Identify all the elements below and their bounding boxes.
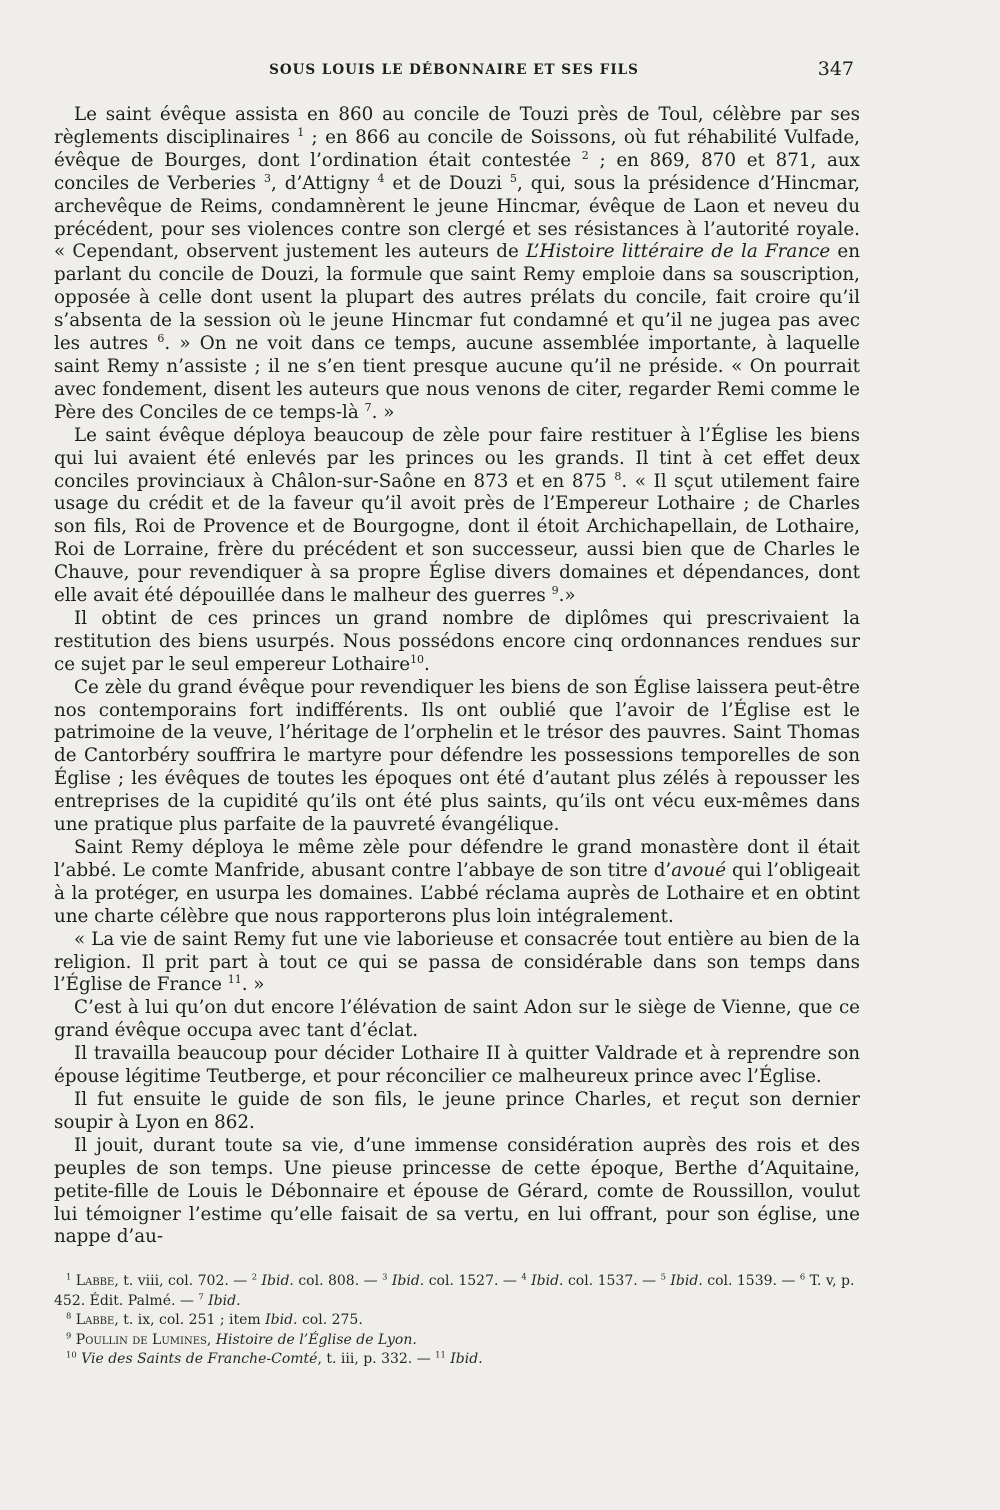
footnote: [54, 1272, 860, 1311]
text-run: Ce zèle du grand évêque pour revendiquer les biens de son Église laissera peut-être nos contemporains fort indifférents. Ils ont oublié que l’avoir de l’Église est le patrimoine de la veuve, l’héritage de l’orphelin et le trésor des pauvres. Saint Thomas de Cantorbéry souffrira le martyre pour défendre les possessions temporelles de son Église ; les évêques de toutes les époques ont été d’autant plus zélés à repousser les entreprises de la cupidité qu’ils ont été plus saints, qu’ils ont vécu eux-mêmes dans une pratique plus parfaite de la pauvreté évangélique.: [54, 676, 860, 836]
text-run: T. v, p. 452. Édit. Palmé. —: [54, 1273, 855, 1309]
italic-text: L’Histoire littéraire de la France: [526, 241, 831, 263]
text-run: .»: [558, 585, 576, 607]
text-run: col. 275.: [297, 1312, 363, 1328]
text-run: Le saint évêque assista en 860 au concile de Touzi près de Toul, célèbre par ses règlements disciplinaires: [54, 104, 860, 148]
body-paragraph: [54, 997, 860, 1043]
text-run: et de Douzi: [384, 172, 510, 194]
footnote-marker: 8: [66, 1310, 72, 1321]
footnote-marker: 9: [551, 583, 559, 597]
footnote-marker: 9: [66, 1329, 72, 1340]
text-run: qui l’obligeait à la protéger, en usurpa les domaines. L’abbé réclama auprès de Lothaire et en obtint une charte célèbre que nous rapporterons plus loin intégralement.: [54, 859, 860, 927]
footnote-marker: 7: [198, 1290, 204, 1301]
text-run: « La vie de saint Remy fut une vie laborieuse et consacrée tout entière au bien de la religion. Il prit part à tout ce qui se passa de considérable dans son temps dans l’Église de France: [54, 928, 860, 996]
text-run: .: [424, 653, 430, 675]
text-run: Le saint évêque déploya beaucoup de zèle pour faire restituer à l’Église les biens qui lui avaient été enlevés par les princes ou les grands. Il tint à cet effet deux conciles provinciaux à Châlon-sur-Saône en 873 et en 875: [54, 424, 860, 492]
body-paragraph: [54, 1089, 860, 1135]
body-paragraph: [54, 837, 860, 929]
body-paragraph: [54, 1135, 860, 1250]
text-run: , t. ix, col. 251 ; item: [114, 1312, 266, 1328]
text-run: . »: [371, 401, 395, 423]
body-paragraph: [54, 929, 860, 998]
footnote-marker: 8: [614, 469, 622, 483]
footnote-marker: 4: [521, 1271, 527, 1282]
text-run: , d’Attigny: [270, 172, 378, 194]
running-title: SOUS LOUIS LE DÉBONNAIRE ET SES FILS: [269, 62, 639, 78]
footnote-marker: 1: [66, 1271, 72, 1282]
body-paragraph: [54, 677, 860, 837]
text-run: C’est à lui qu’on dut encore l’élévation de saint Adon sur le siège de Vienne, que ce grand évêque occupa avec tant d’éclat.: [54, 997, 860, 1042]
text-run: ,: [206, 1331, 216, 1348]
text-run: en parlant du concile de Douzi, la formule que saint Remy emploie dans sa souscription, opposée à celle dont usent la plupart des autres prélats du concile, fait croire qu’il s’absenta de la session où le jeune Hincmar fut condamné et qu’il ne jugea pas avec les autres: [54, 241, 860, 355]
text-run: col. 1527. —: [424, 1273, 522, 1289]
text-run: Il travailla beaucoup pour décider Lothaire II à quitter Valdrade et à reprendre son épouse légitime Teutberge, et pour réconcilier ce malheureux prince avec l’Église.: [54, 1043, 860, 1088]
italic-text: Ibid.: [450, 1351, 483, 1367]
author-name: Poullin de Lumines: [75, 1331, 207, 1348]
running-head: [54, 58, 854, 86]
footnote-marker: 2: [581, 148, 589, 162]
footnote-marker: 1: [297, 125, 305, 139]
text-run: , t. viii, col. 702. —: [114, 1273, 252, 1289]
footnote-marker: 7: [364, 400, 372, 414]
text-run: Saint Remy déploya le même zèle pour défendre le grand monastère dont il était l’abbé. Le comte Manfride, abusant contre l’abbaye de son titre d’: [54, 837, 860, 881]
text-run: , t. iii, p. 332. —: [317, 1351, 436, 1367]
body-paragraph: [54, 1043, 860, 1089]
text-run: . »: [241, 974, 265, 996]
italic-text: Ibid.: [208, 1292, 241, 1309]
body-text: [54, 104, 860, 1249]
footnote-marker: 4: [377, 171, 385, 185]
footnote-marker: 10: [410, 652, 425, 666]
footnote-marker: 3: [263, 171, 271, 185]
footnote-marker: 5: [509, 171, 517, 185]
footnote-marker: 6: [157, 331, 165, 345]
footnote-marker: 3: [382, 1271, 388, 1282]
page-number: 347: [817, 58, 854, 80]
text-run: . » On ne voit dans ce temps, aucune assemblée importante, à laquelle saint Remy n’assiste ; il ne s’en tient presque aucune qu’il ne préside. « On pourrait avec fondement, disent les auteurs que nous venons de citer, regarder Remi comme le Père des Conciles de ce temps-là: [54, 333, 860, 423]
italic-text: Ibid.: [531, 1273, 564, 1289]
footnote: [54, 1331, 860, 1351]
body-paragraph: [54, 104, 860, 425]
italic-text: Ibid.: [261, 1273, 294, 1289]
footnote-marker: 10: [66, 1349, 77, 1360]
footnote-marker: 2: [251, 1271, 258, 1282]
italic-text: Histoire de l’Église de Lyon.: [215, 1331, 417, 1348]
body-paragraph: [54, 425, 860, 608]
text-run: ; en 869, 870 et 871, aux conciles de Verberies: [54, 149, 860, 194]
footnote-marker: 5: [660, 1271, 666, 1282]
italic-text: Ibid.: [670, 1273, 703, 1289]
author-name: Labbe: [75, 1312, 115, 1328]
text-run: Il fut ensuite le guide de son fils, le jeune prince Charles, et reçut son dernier soupir à Lyon en 862.: [54, 1088, 860, 1133]
text-run: Il obtint de ces princes un grand nombre de diplômes qui prescrivaient la restitution des biens usurpés. Nous possédons encore cinq ordonnances rendues sur ce sujet par le seul empereur Lothaire: [54, 607, 860, 675]
text-run: col. 808. —: [293, 1273, 383, 1289]
footnote: [54, 1350, 860, 1370]
footnote-marker: 11: [435, 1349, 446, 1360]
body-paragraph: [54, 608, 860, 677]
text-run: . « Il sçut utilement faire usage du crédit et de la faveur qu’il avoit près de l’Empereur Lothaire ; de Charles son fils, Roi de Provence et de Bourgogne, dont il étoit Archichapellain, de Lothaire, Roi de Lorraine, frère du précédent et son successeur, aussi bien que de Charles le Chauve, pour revendiquer à sa propre Église divers domaines et dépendances, dont elle avait été dépouillée dans le malheur des guerres: [54, 470, 861, 607]
author-name: Labbe: [75, 1273, 115, 1289]
italic-text: Ibid.: [265, 1312, 298, 1328]
text-run: Il jouit, durant toute sa vie, d’une immense considération auprès des rois et des peuples de son temps. Une pieuse princesse de cette époque, Berthe d’Aquitaine, petite-fille de Louis le Débonnaire et épouse de Gérard, comte de Roussillon, voulut lui témoigner l’estime qu’elle faisait de sa vertu, en lui offrant, pour son église, une nappe d’au-: [54, 1134, 860, 1248]
text-run: col. 1537. —: [563, 1273, 661, 1289]
footnote-marker: 11: [227, 973, 242, 987]
italic-text: Vie des Saints de Franche-Comté: [81, 1351, 318, 1367]
italic-text: Ibid.: [391, 1273, 425, 1289]
footnote: [54, 1311, 860, 1331]
italic-text: avoué: [671, 859, 727, 881]
text-run: ; en 866 au concile de Soissons, où fut réhabilité Vulfade, évêque de Bourges, dont l’ordination était contestée: [54, 126, 860, 171]
text-run: , qui, sous la présidence d’Hincmar, archevêque de Reims, condamnèrent le jeune Hincmar, évêque de Laon et neveu du précédent, pour ses violences contre son clergé et ses résistances à l’autorité royale. « Cependant, observent justement les auteurs de: [54, 172, 860, 263]
footnotes: [54, 1272, 860, 1370]
footnote-marker: 6: [799, 1271, 806, 1282]
text-run: col. 1539. —: [702, 1273, 800, 1289]
